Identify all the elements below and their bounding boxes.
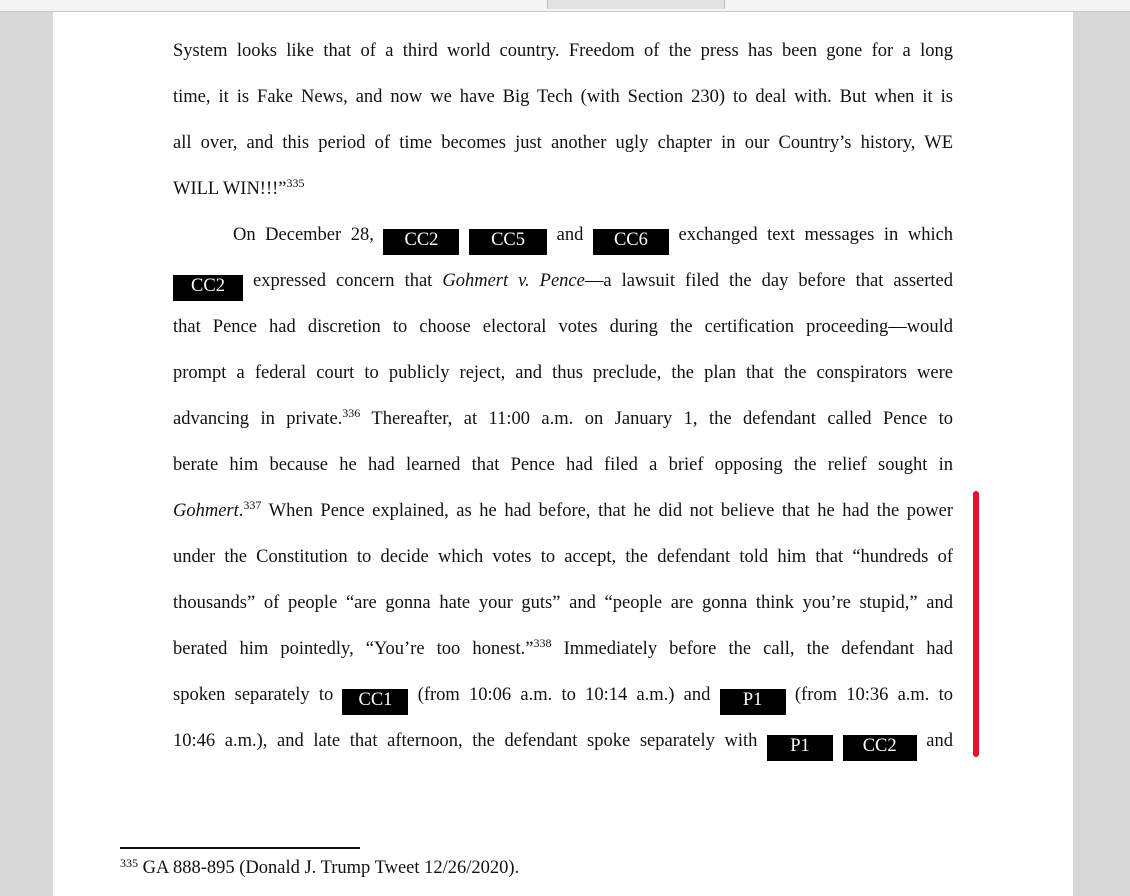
footnote-ref-337: 337 [243, 498, 262, 512]
text-span: berated him pointedly, “You’re too honest.” [173, 639, 534, 659]
text-span: expressed concern that [253, 271, 433, 291]
redaction-cc2: CC2 [843, 735, 917, 761]
redaction-cc2: CC2 [383, 229, 459, 255]
text-line: under the Constitution to decide which votes to accept, the defendant told him that “hundreds of [173, 547, 953, 567]
text-span: When Pence explained, as he had before, that he did not believe that he had the power [261, 501, 953, 521]
text-span: On December 28, [233, 225, 374, 245]
redaction-cc6: CC6 [593, 229, 669, 255]
text-span: spoken separately to [173, 685, 334, 705]
footnote-number: 335 [120, 856, 138, 870]
text-line: berate him because he had learned that Pence had filed a brief opposing the relief sought in [173, 455, 953, 475]
text-line: System looks like that of a third world country. Freedom of the press has been gone for a long [173, 41, 953, 61]
text-line: prompt a federal court to publicly reject, and thus preclude, the plan that the conspirators were [173, 363, 953, 383]
redaction-cc2: CC2 [173, 275, 243, 301]
toolbar-active-tab[interactable] [547, 0, 725, 9]
text-line: thousands” of people “are gonna hate your guts” and “people are gonna think you’re stupid,” and [173, 593, 953, 613]
text-span: and [556, 225, 584, 245]
red-annotation-mark [973, 491, 979, 757]
footnote-text: GA 888-895 (Donald J. Trump Tweet 12/26/2020). [142, 858, 520, 878]
text-span: Immediately before the call, the defendant had [551, 639, 953, 659]
case-name: Gohmert v. Pence [442, 271, 585, 291]
footnote-ref-338: 338 [533, 636, 552, 650]
text-span: 10:46 a.m.), and late that afternoon, the defendant spoke separately with [173, 731, 758, 751]
footnote-ref-336: 336 [342, 406, 361, 420]
text-span: advancing in private. [173, 409, 343, 429]
text-line: time, it is Fake News, and now we have Big Tech (with Section 230) to deal with. But when it is [173, 87, 953, 107]
text-line [173, 177, 953, 201]
viewer-toolbar [0, 0, 1130, 12]
footnote-separator [120, 847, 360, 849]
text-line [173, 407, 953, 431]
text-line [173, 637, 953, 661]
text-span: (from 10:36 a.m. to [794, 685, 954, 705]
text-span: and [926, 731, 954, 751]
text-span: Thereafter, at 11:00 a.m. on January 1, the defendant called Pence to [360, 409, 953, 429]
redaction-cc5: CC5 [469, 229, 547, 255]
redaction-cc1: CC1 [342, 689, 408, 715]
footnote-335 [120, 858, 519, 879]
redaction-p1: P1 [767, 735, 833, 761]
case-name: Gohmert [173, 501, 239, 521]
text-line [173, 269, 953, 296]
text-span: exchanged text messages in which [678, 225, 954, 245]
text-line [173, 499, 953, 523]
redaction-p1: P1 [720, 689, 786, 715]
footnote-ref-335: 335 [286, 176, 305, 190]
text-line [173, 683, 954, 710]
text-line: that Pence had discretion to choose electoral votes during the certification proceeding—would [173, 317, 953, 337]
document-page [53, 12, 1073, 896]
text-line: all over, and this period of time becomes just another ugly chapter in our Country’s history, WE [173, 133, 953, 153]
text-span: (from 10:06 a.m. to 10:14 a.m.) and [417, 685, 711, 705]
text-line [173, 729, 954, 756]
text-span: . [238, 501, 244, 521]
text-span: WILL WIN!!!” [173, 179, 287, 199]
text-line [173, 223, 954, 250]
text-span: —a lawsuit filed the day before that asserted [584, 271, 953, 291]
